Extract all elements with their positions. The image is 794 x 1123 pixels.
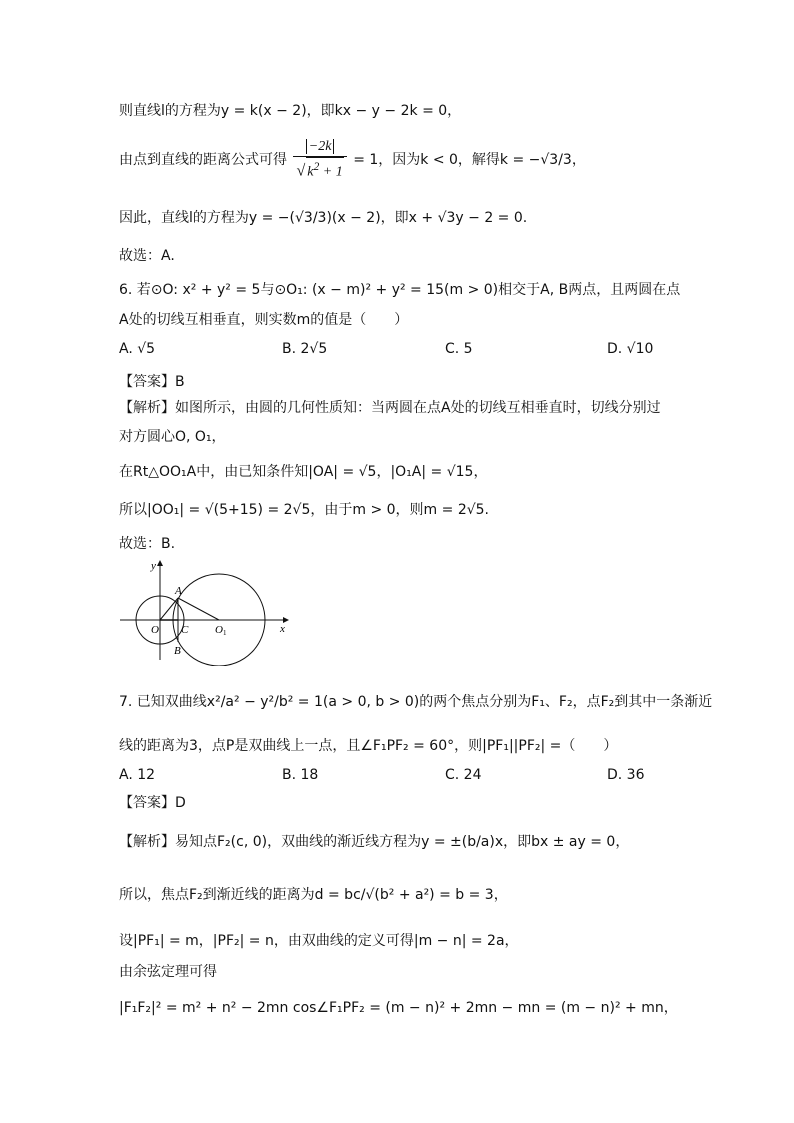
q7-option-d: D. 36	[607, 767, 645, 783]
q7-analysis-line-1: 【解析】易知点F₂(c, 0)，双曲线的渐近线方程为y = ±(b/a)x，即bx ± ay = 0，	[119, 834, 630, 850]
y-axis-arrow	[157, 560, 163, 566]
label-c: C	[181, 624, 189, 636]
q6-conclusion: 故选：B.	[119, 536, 176, 552]
q6-analysis-line-3: 在Rt△OO₁A中，由已知条件知|OA| = √5，|O₁A| = √15，	[119, 464, 488, 480]
text-line-4: 故选：A.	[119, 248, 175, 264]
q7-answer: 【答案】D	[119, 795, 186, 811]
q7-option-a: A. 12	[119, 767, 156, 783]
q7-options	[119, 767, 719, 787]
segment-oa	[160, 598, 178, 620]
text-line-3: 因此，直线l的方程为y = −(√3/3)(x − 2)，即x + √3y − 2 = 0.	[119, 210, 528, 226]
q7-analysis-line-5: |F₁F₂|² = m² + n² − 2mn cos∠F₁PF₂ = (m − n)² + 2mn − mn = (m − n)² + mn，	[119, 1000, 678, 1016]
q7-option-b: B. 18	[282, 767, 319, 783]
label-o: O	[151, 624, 159, 636]
q7-stem-line-1: 7. 已知双曲线x²/a² − y²/b² = 1(a > 0, b > 0)的两个焦点分别为F₁、F₂，点F₂到其中一条渐近	[119, 694, 713, 710]
text-line-2-suffix: = 1，因为k < 0，解得k = −√3/3，	[353, 151, 586, 168]
label-a: A	[175, 585, 182, 597]
q6-option-a: A. √5	[119, 341, 156, 357]
q7-analysis-line-2: 所以，焦点F₂到渐近线的距离为d = bc/√(b² + a²) = b = 3，	[119, 887, 508, 903]
label-o1: O	[215, 624, 223, 636]
q7-option-c: C. 24	[445, 767, 482, 783]
q6-options	[119, 341, 719, 361]
q6-option-b: B. 2√5	[282, 341, 328, 357]
q6-analysis-line-2: 对方圆心O, O₁，	[119, 429, 226, 445]
q6-option-c: C. 5	[445, 341, 473, 357]
q6-analysis-line-4: 所以|OO₁| = √(5+15) = 2√5，由于m > 0，则m = 2√5.	[119, 502, 490, 518]
distance-fraction: $\frac{-2k}{√ k^2 + 1}$	[293, 138, 346, 182]
label-b: B	[174, 645, 181, 657]
q6-option-d: D. √10	[607, 341, 654, 357]
two-circles-figure	[118, 556, 293, 666]
q7-analysis-line-3: 设|PF₁| = m，|PF₂| = n，由双曲线的定义可得|m − n| = 2a，	[119, 933, 519, 949]
q6-stem-line-1: 6. 若⊙O: x² + y² = 5与⊙O₁: (x − m)² + y² = 15(m > 0)相交于A, B两点，且两圆在点	[119, 282, 681, 298]
text-line-2-prefix: 由点到直线的距离公式可得	[119, 151, 287, 168]
label-x: x	[280, 623, 285, 635]
q7-analysis-line-4: 由余弦定理可得	[119, 964, 217, 980]
q6-stem-line-2: A处的切线互相垂直，则实数m的值是（ ）	[119, 312, 409, 328]
label-y: y	[151, 560, 156, 572]
text-line-2	[119, 138, 714, 182]
text-line-1: 则直线l的方程为y = k(x − 2)，即kx − y − 2k = 0，	[119, 103, 462, 119]
q6-analysis-line-1: 【解析】如图所示，由圆的几何性质知：当两圆在点A处的切线互相垂直时，切线分别过	[119, 400, 661, 416]
label-o1-subscript: 1	[223, 629, 227, 637]
q7-stem-line-2: 线的距离为3，点P是双曲线上一点，且∠F₁PF₂ = 60°，则|PF₁||PF₂| =（ ）	[119, 738, 618, 754]
q6-answer: 【答案】B	[119, 374, 185, 390]
